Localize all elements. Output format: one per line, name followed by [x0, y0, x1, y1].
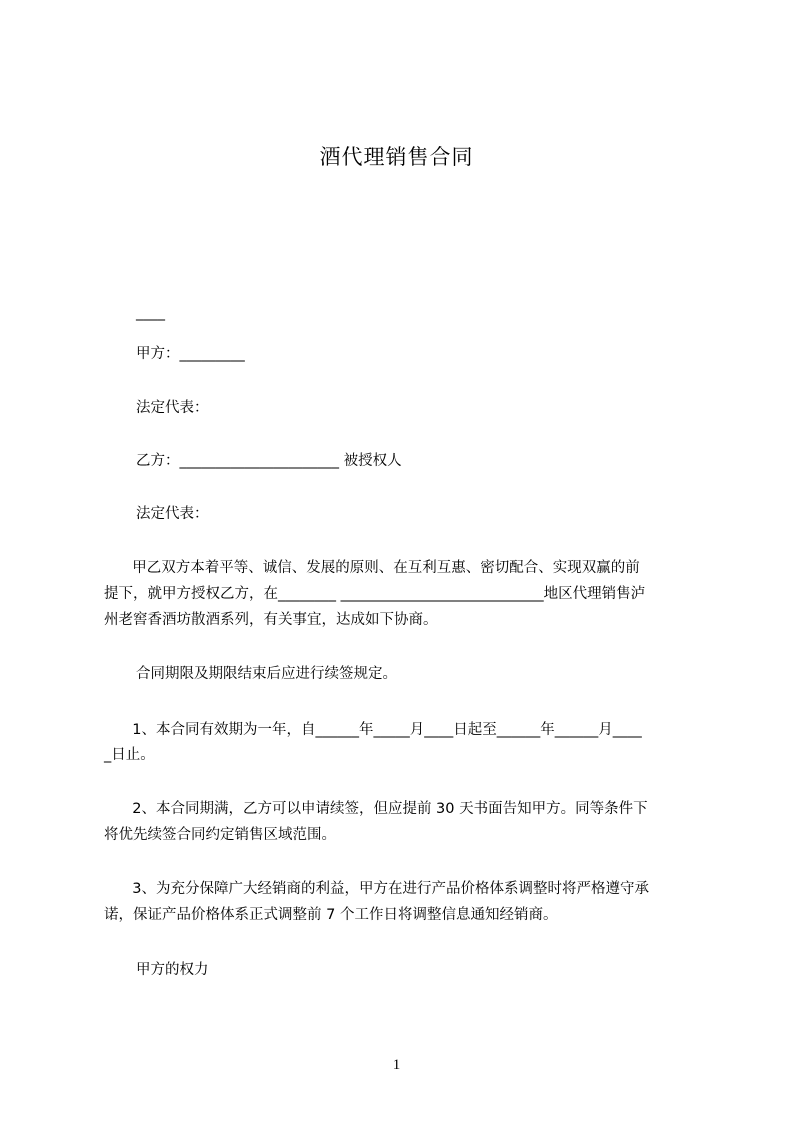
- legal-rep-b-line: 法定代表：: [136, 506, 209, 522]
- clause-1-line-1: 1、本合同有效期为一年，自______年_____月____日起至______年______月____: [123, 722, 642, 738]
- clause-2-line-2: 将优先续签合同约定销售区域范围。: [104, 827, 336, 843]
- clause-1-line-2: _日止。: [104, 747, 155, 763]
- party-b-line: 乙方：______________________ 被授权人: [136, 453, 402, 469]
- blank-rule: ____: [136, 305, 165, 321]
- intro-paragraph-line-3: 州老窖香酒坊散酒系列，有关事宜，达成如下协商。: [104, 612, 438, 628]
- clause-3-line-1: 3、为充分保障广大经销商的利益，甲方在进行产品价格体系调整时将严格遵守承: [123, 881, 649, 897]
- clause-2-line-1: 2、本合同期满，乙方可以申请续签，但应提前 30 天书面告知甲方。同等条件下: [123, 801, 648, 817]
- party-a-rights-heading: 甲方的权力: [136, 962, 209, 978]
- page-number: 1: [392, 1057, 401, 1073]
- intro-paragraph-line-2: 提下，就甲方授权乙方，在________ ____________________________地区代理销售泸: [104, 586, 646, 602]
- term-heading: 合同期限及期限结束后应进行续签规定。: [136, 666, 397, 682]
- clause-3-line-2: 诺，保证产品价格体系正式调整前 7 个工作日将调整信息通知经销商。: [104, 907, 558, 923]
- party-a-line: 甲方：_________: [136, 346, 245, 362]
- intro-paragraph-line-1: 甲乙双方本着平等、诚信、发展的原则、在互利互惠、密切配合、实现双赢的前: [123, 560, 640, 576]
- document-title: 酒代理销售合同: [319, 145, 474, 169]
- legal-rep-a-line: 法定代表：: [136, 400, 209, 416]
